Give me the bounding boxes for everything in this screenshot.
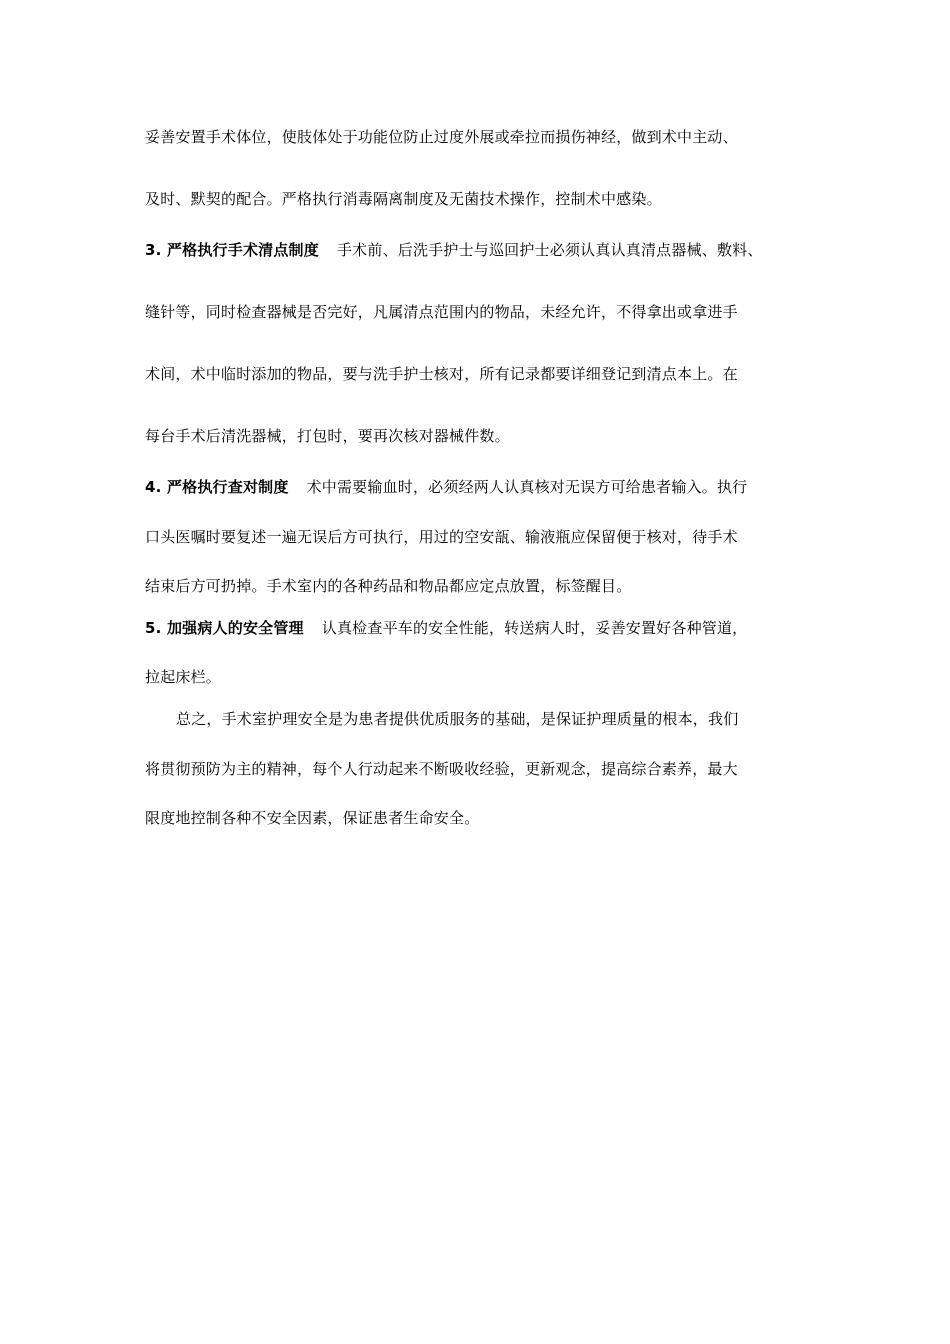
paragraph-line: 每台手术后清洗器械，打包时，要再次核对器械件数。	[145, 427, 510, 445]
item-3-text: 手术前、后洗手护士与巡回护士必须认真认真清点器械、敷料、	[336, 241, 763, 259]
paragraph-line: 缝针等，同时检查器械是否完好，凡属清点范围内的物品，未经允许，不得拿出或拿进手	[145, 303, 738, 321]
paragraph-line: 总之，手术室护理安全是为患者提供优质服务的基础，是保证护理质量的根本，我们	[176, 710, 739, 728]
paragraph-line: 术间，术中临时添加的物品，要与洗手护士核对，所有记录都要详细登记到清点本上。在	[145, 365, 738, 383]
item-4-text: 术中需要输血时，必须经两人认真核对无误方可给患者输入。执行	[306, 478, 748, 496]
item-4-heading: 4. 严格执行查对制度	[145, 478, 289, 496]
item-5	[145, 618, 747, 638]
paragraph-line: 妥善安置手术体位，使肢体处于功能位防止过度外展或牵拉而损伤神经，做到术中主动、	[145, 128, 738, 146]
paragraph-line: 口头医嘱时要复述一遍无误后方可执行，用过的空安瓿、输液瓶应保留便于核对，待手术	[145, 528, 738, 546]
item-5-text: 认真检查平车的安全性能，转送病人时，妥善安置好各种管道，	[321, 619, 748, 637]
item-3-heading: 3. 严格执行手术清点制度	[145, 241, 319, 259]
item-5-heading: 5. 加强病人的安全管理	[145, 619, 304, 637]
paragraph-line: 及时、默契的配合。严格执行消毒隔离制度及无菌技术操作，控制术中感染。	[145, 190, 662, 208]
paragraph-line: 拉起床栏。	[145, 668, 222, 686]
paragraph-line: 结束后方可扔掉。手术室内的各种药品和物品都应定点放置，标签醒目。	[145, 577, 632, 595]
item-3	[145, 240, 763, 260]
item-4	[145, 477, 747, 497]
paragraph-line: 将贯彻预防为主的精神，每个人行动起来不断吸收经验，更新观念，提高综合素养，最大	[145, 760, 738, 778]
paragraph-line: 限度地控制各种不安全因素，保证患者生命安全。	[145, 809, 480, 827]
